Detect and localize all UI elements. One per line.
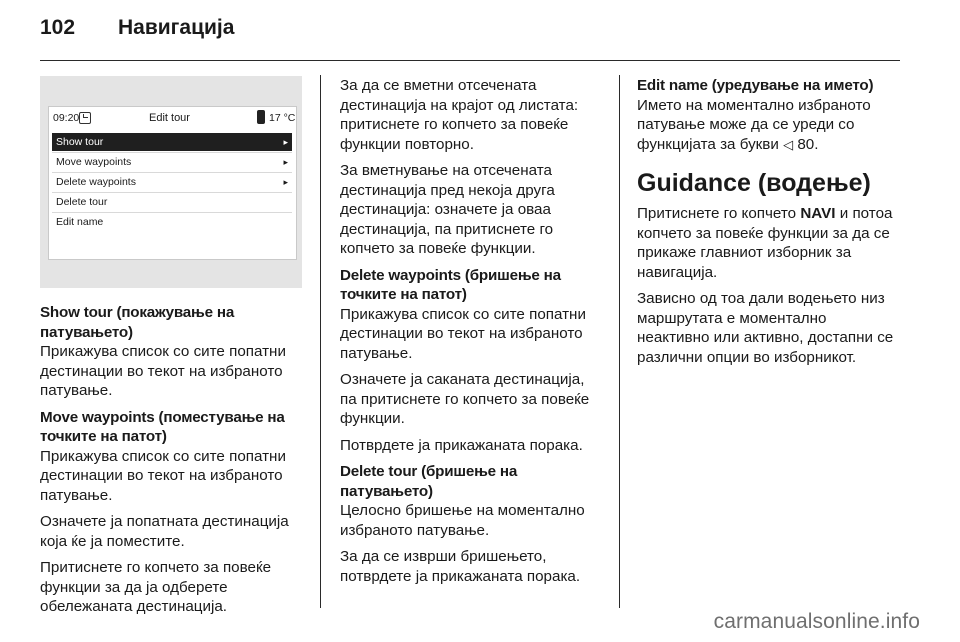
delete-tour-heading: Delete tour (бришење на патувањето) — [340, 463, 518, 500]
navi-button-name: NAVI — [800, 205, 836, 222]
delete-tour-text: Целосно бришење на моментално избраното патување. — [340, 502, 585, 539]
page-reference-icon: ◁ — [783, 136, 794, 152]
guidance-text-2: Зависно од тоа дали водењето низ маршрутата е моментално неактивно или активно, достапни се различни опции во изборникот. — [637, 290, 894, 366]
menu-item-delete-waypoints[interactable]: Delete waypoints ▸ — [52, 173, 292, 191]
delete-waypoints-text-2: Означете ја саканата дестинација, па притиснете го копчето за повеќе функции. — [340, 371, 590, 427]
delete-waypoints-heading: Delete waypoints (бришење на точките на патот) — [340, 266, 561, 303]
infotainment-screen — [48, 106, 297, 260]
insert-end-text: За да се вметни отсечената дестинација на крајот од листата: притиснете го копчето за повеќе функции повторно. — [340, 77, 579, 153]
header-rule — [40, 60, 900, 61]
guidance-heading: Guidance (водење) — [637, 169, 871, 197]
menu-item-edit-name[interactable]: Edit name — [56, 216, 104, 228]
move-waypoints-text-3: Притиснете го копчето за повеќе функции за да ја одберете обележаната дестинација. — [40, 559, 272, 615]
column-divider-2 — [619, 75, 620, 608]
column-1 — [40, 303, 302, 617]
page-number: 102 — [40, 16, 76, 39]
delete-waypoints-text-3: Потврдете ја прикажаната порака. — [340, 436, 583, 454]
watermark: carmanualsonline.info — [713, 610, 920, 633]
page-title: Навигација — [118, 16, 235, 39]
menu-item-show-tour[interactable]: Show tour ▸ — [52, 133, 292, 151]
screen-status-bar — [49, 107, 296, 131]
show-tour-text: Прикажува список со сите попатни дестинации во текот на избраното патување. — [40, 343, 286, 399]
column-divider-1 — [320, 75, 321, 608]
screen-title: Edit tour — [149, 112, 190, 124]
move-waypoints-heading: Move waypoints (поместување на точките на патот) — [40, 408, 285, 445]
delete-waypoints-text: Прикажува список со сите попатни дестинации во текот на избраното патување. — [340, 305, 586, 362]
screen-time: 09:20 — [53, 112, 80, 124]
show-tour-heading: Show tour (покажување на патувањето) — [40, 304, 235, 341]
column-2 — [340, 76, 604, 586]
chevron-right-icon: ▸ — [283, 157, 288, 167]
move-waypoints-text: Прикажува список со сите попатни дестинации во текот на избраното патување. — [40, 447, 286, 504]
chevron-right-icon: ▸ — [283, 177, 288, 187]
move-waypoints-text-2: Означете ја попатната дестинација која ќе ја поместите. — [40, 513, 289, 550]
clock-icon — [79, 112, 91, 124]
screen-figure — [40, 76, 302, 288]
menu-item-delete-tour[interactable]: Delete tour — [56, 196, 108, 208]
screen-temperature: 17 °C — [269, 112, 296, 124]
column-3 — [637, 76, 901, 367]
guidance-text: Притиснете го копчето NAVI и потоа копчето за повеќе функции за да се прикаже главниот изборник за навигација. — [637, 205, 893, 281]
chevron-right-icon: ▸ — [283, 137, 288, 147]
insert-before-text: За вметнување на отсечената дестинација пред некоја друга дестинација: означете ја оваа дестинација, па притиснете го копчето за повеќе функции. — [340, 162, 555, 257]
edit-name-heading: Edit name (уредување на името) — [637, 77, 874, 94]
delete-tour-text-2: За да се изврши бришењето, потврдете ја прикажаната порака. — [340, 548, 581, 585]
page-reference-link[interactable]: 80. — [797, 135, 819, 153]
thermometer-icon — [257, 110, 265, 124]
menu-item-move-waypoints[interactable]: Move waypoints ▸ — [52, 153, 292, 171]
edit-name-text: Името на моментално избраното патување може да се уреди со функцијата за букви ◁ 80. — [637, 96, 871, 153]
